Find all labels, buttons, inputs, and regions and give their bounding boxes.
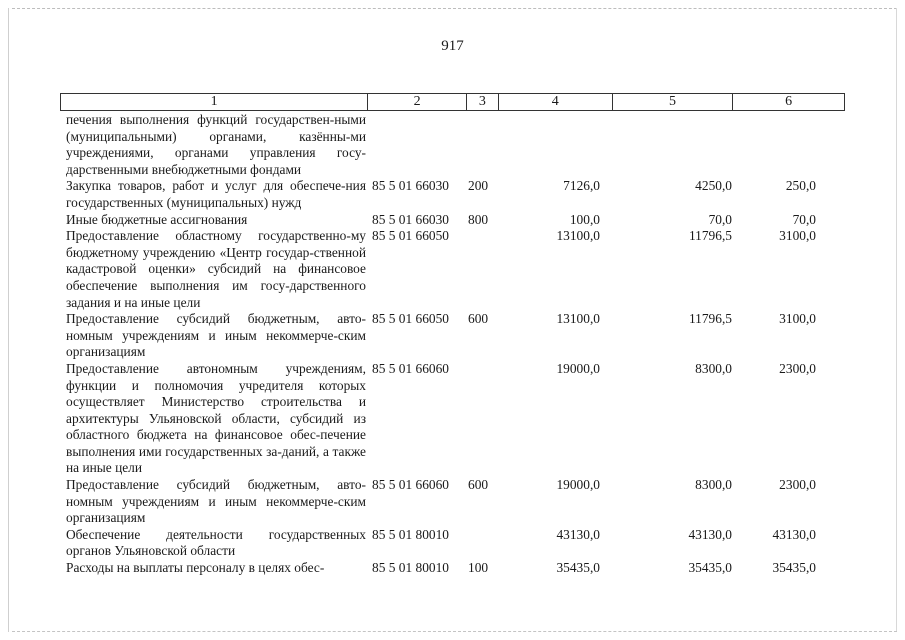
row-value-5: 4250,0	[695, 178, 732, 194]
row-value-4: 13100,0	[556, 311, 600, 327]
row-value-4: 43130,0	[556, 526, 600, 542]
row-value-5: 70,0	[708, 211, 732, 227]
column-header-4: 4	[498, 94, 612, 110]
page-border-right	[896, 8, 897, 632]
row-value-6: 35435,0	[772, 560, 816, 576]
column-header-2: 2	[367, 94, 466, 110]
row-code: 85 5 01 66030	[372, 211, 449, 227]
row-value-4: 19000,0	[556, 477, 600, 493]
row-value-6: 70,0	[792, 211, 816, 227]
row-code: 85 5 01 66050	[372, 228, 449, 244]
column-header-1: 1	[210, 94, 218, 109]
table-row	[60, 560, 845, 577]
page-border-bottom	[12, 631, 897, 632]
row-expense-type: 200	[468, 178, 489, 194]
row-name: Предоставление субсидий бюджетным, авто-номным учреждениям и иным некоммерче-ским организациям	[66, 311, 366, 360]
row-value-5: 8300,0	[695, 360, 732, 376]
row-value-4: 7126,0	[563, 178, 600, 194]
page-border-top	[12, 8, 897, 9]
row-value-4: 35435,0	[556, 560, 600, 576]
row-expense-type: 600	[468, 311, 489, 327]
row-expense-type: 600	[468, 477, 489, 493]
row-expense-type: 100	[468, 560, 489, 576]
table-row	[60, 178, 845, 211]
page-number: 917	[441, 38, 464, 54]
row-value-6: 2300,0	[779, 477, 816, 493]
row-name: Расходы на выплаты персоналу в целях обес-	[66, 560, 325, 576]
row-value-4: 100,0	[569, 211, 600, 227]
table-row	[60, 228, 845, 311]
table-row	[60, 527, 845, 560]
table-row	[60, 477, 845, 527]
row-name: печения выполнения функций государствен-ными (муниципальными) органами, казённы-ми учреждениями, органами управления госу-дарственными внебюджетными фондами	[66, 112, 366, 177]
row-value-6: 3100,0	[779, 311, 816, 327]
column-header-3: 3	[466, 94, 498, 110]
row-value-5: 43130,0	[688, 526, 732, 542]
row-code: 85 5 01 66060	[372, 360, 449, 376]
row-name: Предоставление областному государственно-му бюджетному учреждению «Центр государ-ственной кадастровой оценки» субсидий на финансовое обеспечение выполнения им госу-дарственного задания и на иные цели	[66, 228, 366, 310]
row-name: Предоставление автономным учреждениям, функции и полномочия учредителя которых осуществляет Министерство строительства и архитектуры Ульяновской области, субсидий из областного бюджета на финансовое обес-печение выполнения ими государственных за-даний, а также на иные цели	[66, 360, 366, 476]
row-name: Обеспечение деятельности государственных органов Ульяновской области	[66, 526, 366, 559]
row-value-6: 3100,0	[779, 228, 816, 244]
row-code: 85 5 01 66060	[372, 477, 449, 493]
column-header-5: 5	[612, 94, 733, 110]
row-value-4: 13100,0	[556, 228, 600, 244]
row-value-6: 43130,0	[772, 526, 816, 542]
row-value-6: 2300,0	[779, 360, 816, 376]
row-value-4: 19000,0	[556, 360, 600, 376]
row-expense-type: 800	[468, 211, 489, 227]
table-row	[60, 361, 845, 477]
row-code: 85 5 01 80010	[372, 560, 449, 576]
row-value-5: 8300,0	[695, 477, 732, 493]
row-name: Иные бюджетные ассигнования	[66, 211, 248, 227]
row-code: 85 5 01 66050	[372, 311, 449, 327]
row-name: Закупка товаров, работ и услуг для обеспече-ния государственных (муниципальных) нужд	[66, 178, 366, 210]
table-row	[60, 112, 845, 178]
row-code: 85 5 01 80010	[372, 526, 449, 542]
row-value-6: 250,0	[785, 178, 816, 194]
page-border-left	[8, 8, 9, 632]
row-value-5: 35435,0	[688, 560, 732, 576]
column-header-6: 6	[732, 94, 844, 110]
row-code: 85 5 01 66030	[372, 178, 449, 194]
table-body	[60, 112, 845, 577]
row-name: Предоставление субсидий бюджетным, авто-номным учреждениям и иным некоммерче-ским организациям	[66, 477, 366, 526]
table-row	[60, 311, 845, 361]
table-row	[60, 212, 845, 229]
row-value-5: 11796,5	[688, 311, 732, 327]
row-value-5: 11796,5	[688, 228, 732, 244]
table-header	[60, 93, 845, 111]
